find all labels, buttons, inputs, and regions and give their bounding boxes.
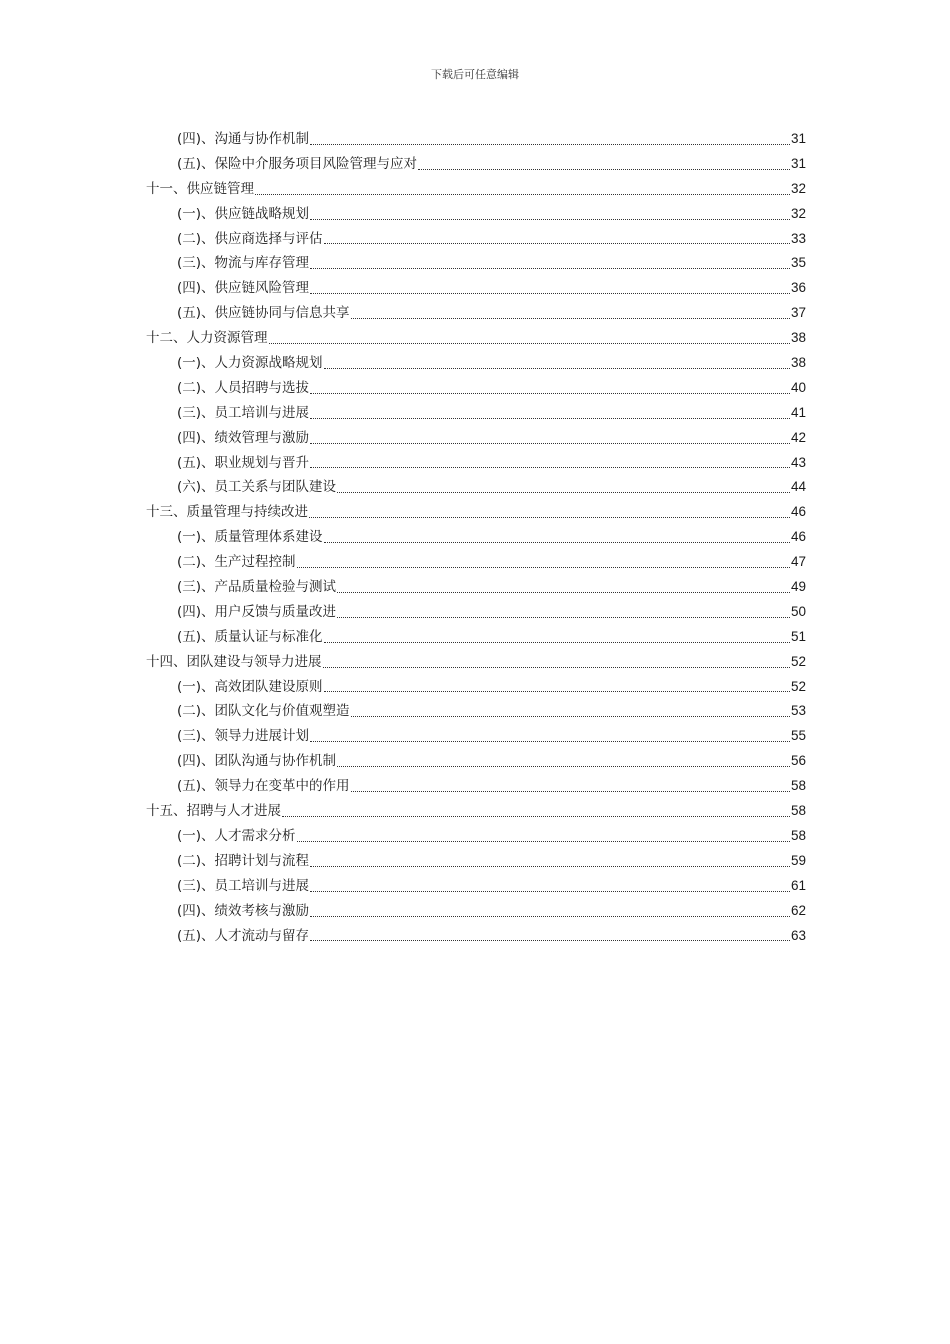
toc-entry-title: (四)、用户反馈与质量改进: [177, 603, 337, 620]
toc-entry[interactable]: [146, 874, 806, 899]
toc-entry[interactable]: [146, 451, 806, 476]
toc-entry-page-number: 61: [790, 877, 806, 893]
toc-entry-title: 十五、招聘与人才进展: [146, 803, 281, 820]
toc-entry[interactable]: [146, 749, 806, 774]
toc-entry-page-number: 31: [790, 131, 806, 146]
toc-entry-page-number: 58: [790, 827, 806, 843]
toc-entry-page-number: 36: [790, 280, 806, 296]
toc-entry-title: (三)、物流与库存管理: [177, 255, 310, 272]
toc-entry[interactable]: [146, 600, 806, 625]
toc-entry[interactable]: [146, 525, 806, 550]
toc-dot-leader: [269, 342, 790, 344]
toc-entry-title: (五)、保险中介服务项目风险管理与应对: [177, 155, 418, 172]
toc-entry-page-number: 55: [790, 728, 806, 744]
toc-dot-leader: [297, 566, 790, 568]
toc-dot-leader: [351, 790, 790, 792]
toc-entry[interactable]: [146, 301, 806, 326]
toc-entry-page-number: 52: [790, 653, 806, 669]
page-header: 下载后可任意编辑: [431, 68, 519, 81]
toc-entry-title: (四)、供应链风险管理: [177, 280, 310, 297]
toc-dot-leader: [337, 616, 790, 618]
toc-entry-title: (三)、员工培训与进展: [177, 877, 310, 894]
toc-entry-title: (一)、人力资源战略规划: [177, 355, 323, 372]
toc-entry[interactable]: [146, 426, 806, 451]
toc-entry-title: 十四、团队建设与领导力进展: [146, 653, 322, 670]
toc-dot-leader: [310, 292, 790, 294]
toc-entry-page-number: 51: [790, 628, 806, 644]
toc-entry[interactable]: [146, 251, 806, 276]
toc-entry-title: (五)、领导力在变革中的作用: [177, 778, 350, 795]
toc-entry-title: (三)、领导力进展计划: [177, 728, 310, 745]
toc-entry[interactable]: [146, 774, 806, 799]
toc-entry[interactable]: [146, 177, 806, 202]
toc-entry[interactable]: [146, 824, 806, 849]
toc-dot-leader: [324, 367, 790, 369]
toc-entry[interactable]: [146, 675, 806, 700]
toc-entry-title: (四)、绩效考核与激励: [177, 902, 310, 919]
toc-entry[interactable]: [146, 699, 806, 724]
toc-dot-leader: [310, 466, 790, 468]
toc-dot-leader: [297, 840, 790, 842]
toc-entry[interactable]: [146, 650, 806, 675]
toc-entry-page-number: 59: [790, 852, 806, 868]
toc-entry-title: (二)、人员招聘与选拔: [177, 379, 310, 396]
toc-dot-leader: [310, 939, 790, 941]
toc-entry[interactable]: [146, 550, 806, 575]
toc-entry-title: 十二、人力资源管理: [146, 330, 268, 347]
toc-dot-leader: [310, 392, 790, 394]
toc-entry-title: (五)、质量认证与标准化: [177, 628, 323, 645]
toc-dot-leader: [324, 690, 790, 692]
toc-dot-leader: [310, 417, 790, 419]
toc-dot-leader: [337, 591, 790, 593]
toc-entry-page-number: 33: [790, 230, 806, 246]
toc-entry-page-number: 53: [790, 703, 806, 719]
toc-entry-page-number: 46: [790, 504, 806, 520]
toc-dot-leader: [255, 193, 790, 195]
toc-entry-title: (一)、质量管理体系建设: [177, 529, 323, 546]
toc-dot-leader: [310, 267, 790, 269]
toc-dot-leader: [337, 765, 790, 767]
toc-entry[interactable]: [146, 401, 806, 426]
toc-entry[interactable]: [146, 724, 806, 749]
toc-entry[interactable]: [146, 849, 806, 874]
toc-entry-title: (一)、供应链战略规划: [177, 205, 310, 222]
toc-entry-title: (三)、员工培训与进展: [177, 404, 310, 421]
toc-dot-leader: [309, 516, 790, 518]
toc-entry[interactable]: [146, 351, 806, 376]
toc-entry[interactable]: [146, 475, 806, 500]
toc-entry-title: (一)、人才需求分析: [177, 827, 296, 844]
toc-entry[interactable]: [146, 924, 806, 949]
toc-entry-page-number: 46: [790, 529, 806, 545]
toc-entry-page-number: 49: [790, 579, 806, 595]
toc-entry[interactable]: [146, 276, 806, 301]
toc-entry-title: (二)、供应商选择与评估: [177, 230, 323, 247]
toc-dot-leader: [418, 168, 790, 170]
toc-dot-leader: [310, 143, 790, 145]
toc-dot-leader: [282, 815, 790, 817]
toc-entry-page-number: 41: [790, 404, 806, 420]
toc-entry[interactable]: [146, 152, 806, 177]
toc-dot-leader: [323, 666, 790, 668]
toc-entry-title: 十一、供应链管理: [146, 180, 254, 197]
toc-entry-title: (五)、人才流动与留存: [177, 927, 310, 944]
toc-dot-leader: [310, 890, 790, 892]
toc-entry-page-number: 35: [790, 255, 806, 271]
toc-entry[interactable]: [146, 575, 806, 600]
toc-entry[interactable]: [146, 127, 806, 152]
toc-entry-page-number: 32: [790, 180, 806, 196]
toc-entry[interactable]: [146, 227, 806, 252]
toc-entry-title: (四)、沟通与协作机制: [177, 131, 310, 147]
toc-entry-page-number: 44: [790, 479, 806, 495]
toc-dot-leader: [351, 317, 790, 319]
toc-entry[interactable]: [146, 625, 806, 650]
toc-dot-leader: [310, 865, 790, 867]
toc-entry-title: (四)、团队沟通与协作机制: [177, 753, 337, 770]
toc-dot-leader: [337, 491, 790, 493]
toc-entry[interactable]: [146, 202, 806, 227]
toc-entry-page-number: 38: [790, 355, 806, 371]
toc-entry-title: (二)、招聘计划与流程: [177, 852, 310, 869]
toc-entry[interactable]: [146, 326, 806, 351]
toc-entry-title: (一)、高效团队建设原则: [177, 678, 323, 695]
toc-entry-title: (二)、生产过程控制: [177, 554, 296, 571]
toc-dot-leader: [324, 541, 790, 543]
toc-entry-page-number: 52: [790, 678, 806, 694]
toc-entry-page-number: 50: [790, 603, 806, 619]
toc-entry-title: (五)、供应链协同与信息共享: [177, 305, 350, 322]
toc-dot-leader: [310, 915, 790, 917]
toc-entry-page-number: 38: [790, 330, 806, 346]
table-of-contents: [146, 127, 806, 948]
toc-entry-title: (六)、员工关系与团队建设: [177, 479, 337, 496]
toc-entry[interactable]: [146, 899, 806, 924]
toc-entry-page-number: 43: [790, 454, 806, 470]
toc-dot-leader: [310, 218, 790, 220]
toc-dot-leader: [324, 242, 790, 244]
toc-entry[interactable]: [146, 500, 806, 525]
toc-entry-page-number: 42: [790, 429, 806, 445]
toc-entry[interactable]: [146, 376, 806, 401]
toc-entry-page-number: 47: [790, 554, 806, 570]
toc-entry-page-number: 56: [790, 753, 806, 769]
toc-dot-leader: [351, 715, 790, 717]
toc-entry-page-number: 37: [790, 305, 806, 321]
toc-entry-page-number: 58: [790, 778, 806, 794]
toc-entry-page-number: 58: [790, 803, 806, 819]
toc-entry[interactable]: [146, 799, 806, 824]
toc-entry-page-number: 62: [790, 902, 806, 918]
toc-entry-title: 十三、质量管理与持续改进: [146, 504, 308, 521]
toc-entry-title: (五)、职业规划与晋升: [177, 454, 310, 471]
toc-entry-title: (三)、产品质量检验与测试: [177, 579, 337, 596]
toc-entry-page-number: 63: [790, 927, 806, 943]
toc-dot-leader: [324, 641, 790, 643]
toc-entry-page-number: 40: [790, 379, 806, 395]
toc-entry-title: (四)、绩效管理与激励: [177, 429, 310, 446]
toc-dot-leader: [310, 442, 790, 444]
toc-entry-page-number: 31: [790, 155, 806, 171]
toc-entry-title: (二)、团队文化与价值观塑造: [177, 703, 350, 720]
toc-entry-page-number: 32: [790, 205, 806, 221]
toc-dot-leader: [310, 740, 790, 742]
